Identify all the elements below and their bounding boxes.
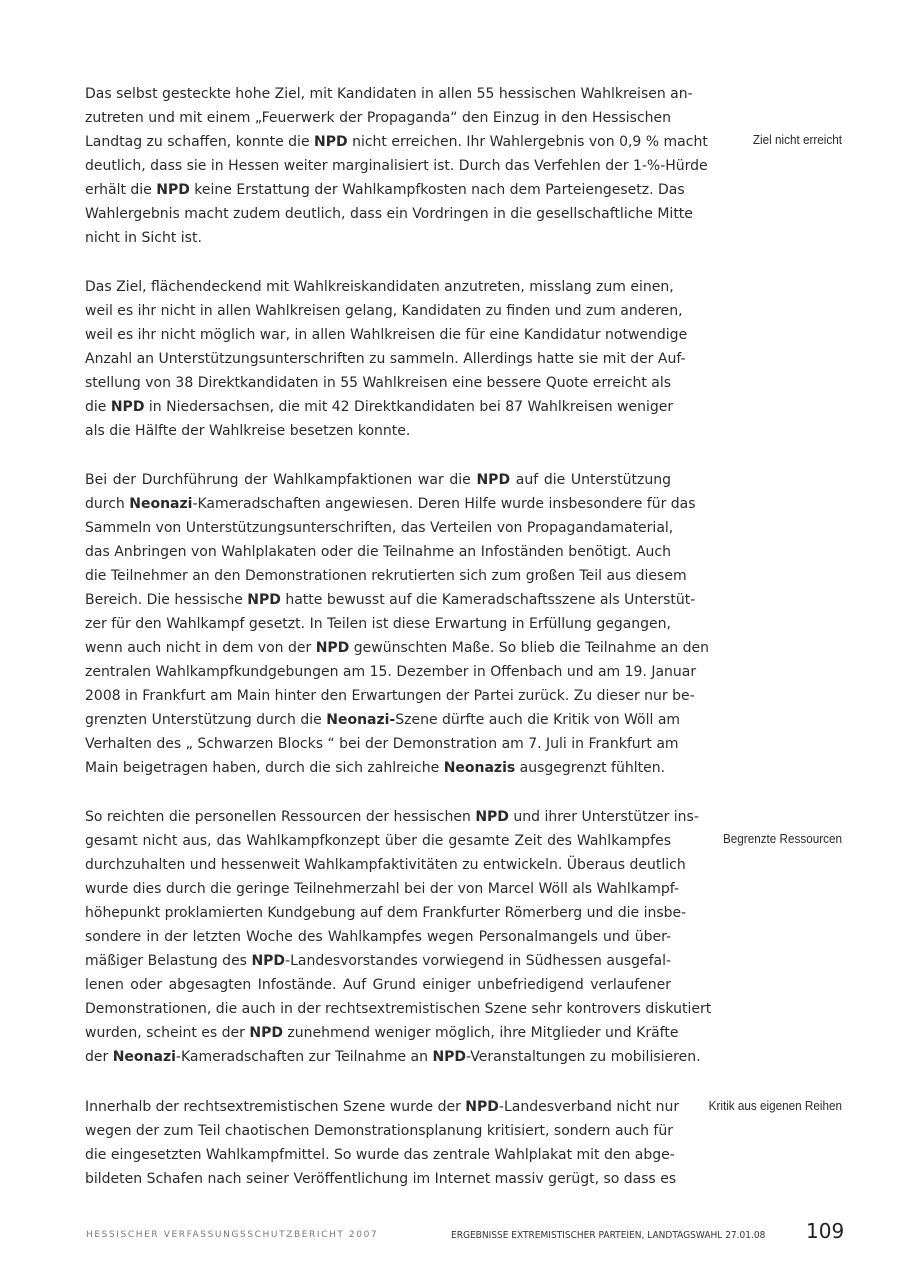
paragraph-candidates — [85, 275, 688, 443]
text-line — [85, 419, 671, 443]
text-segment: zutreten und mit einem „Feuerwerk der Propaganda“ den Einzug in den Hessischen — [85, 110, 671, 126]
text-line — [85, 1167, 677, 1191]
bold-term: NPD — [476, 472, 511, 488]
text-segment: zer für den Wahlkampf gesetzt. In Teilen ist diese Erwartung in Erfüllung gegangen, — [85, 616, 671, 632]
text-segment: nicht erreichen. Ihr Wahlergebnis von 0,9 % macht — [347, 134, 708, 150]
text-segment: wurden, scheint es der — [85, 1025, 250, 1041]
text-segment: der — [85, 1049, 113, 1065]
text-line — [85, 732, 679, 756]
text-segment: Landtag zu schaffen, konnte die — [85, 134, 315, 150]
text-segment: zunehmend weniger möglich, ihre Mitglieder und Kräfte — [282, 1025, 679, 1041]
paragraph-neonazi-support — [85, 468, 709, 780]
paragraph-election-goal — [85, 82, 708, 250]
text-line — [85, 395, 674, 419]
text-segment: sondere in der letzten Woche des Wahlkampfes wegen Personalmangels und über- — [85, 929, 671, 945]
text-line — [85, 202, 693, 226]
bold-term: NPD — [465, 1099, 499, 1115]
paragraph-resources — [85, 805, 712, 1069]
text-segment: durch — [85, 496, 130, 512]
text-line — [85, 299, 683, 323]
text-segment: wegen der zum Teil chaotischen Demonstrationsplanung kritisiert, sondern auch für — [85, 1123, 673, 1139]
text-line — [85, 1021, 679, 1045]
footer-section-title: ERGEBNISSE EXTREMISTISCHER PARTEIEN, LANDTAGSWAHL 27.01.08 — [451, 1230, 766, 1241]
text-line — [85, 756, 671, 780]
text-segment: Bei der Durchführung der Wahlkampfaktionen war die — [85, 472, 477, 488]
text-line — [85, 154, 708, 178]
text-line — [85, 106, 671, 130]
text-line — [85, 1095, 680, 1119]
text-segment: Innerhalb der rechtsextremistischen Szene wurde der — [85, 1099, 466, 1115]
bold-term: NPD — [249, 1025, 283, 1041]
text-line — [85, 997, 712, 1021]
text-segment: Main beigetragen haben, durch die sich zahlreiche — [85, 760, 444, 776]
text-segment: mäßiger Belastung des — [85, 953, 252, 969]
text-segment: stellung von 38 Direktkandidaten in 55 Wahlkreisen eine bessere Quote erreicht als — [85, 375, 672, 391]
text-segment: Sammeln von Unterstützungsunterschriften, das Verteilen von Propagandamaterial, — [85, 520, 674, 536]
text-line — [85, 323, 688, 347]
text-segment: -Kameradschaften zur Teilnahme an — [175, 1049, 433, 1065]
text-line — [85, 684, 695, 708]
text-line — [85, 636, 709, 660]
text-segment: und ihrer Unterstützer ins- — [508, 809, 699, 825]
bold-term: Neonazi — [129, 496, 193, 512]
text-segment: Verhalten des „ Schwarzen Blocks “ bei der Demonstration am 7. Juli in Frankfurt am — [85, 736, 679, 752]
bold-term: NPD — [475, 809, 509, 825]
bold-term: NPD — [251, 953, 286, 969]
text-segment: Wahlergebnis macht zudem deutlich, dass ein Vordringen in die gesellschaftliche Mitte — [85, 206, 693, 222]
text-segment: bildeten Schafen nach seiner Veröffentlichung im Internet massiv gerügt, so dass es — [85, 1171, 677, 1187]
text-segment: erhält die — [85, 182, 157, 198]
paragraph-criticism — [85, 1095, 680, 1191]
text-line — [85, 877, 680, 901]
text-segment: als die Hälfte der Wahlkreise besetzen konnte. — [85, 423, 411, 439]
text-line — [85, 973, 671, 997]
text-line — [85, 1119, 671, 1143]
text-line — [85, 660, 697, 684]
text-line — [85, 130, 708, 154]
text-segment: keine Erstattung der Wahlkampfkosten nach dem Parteiengesetz. Das — [189, 182, 685, 198]
text-line — [85, 178, 685, 202]
text-segment: -Landesverband nicht nur — [498, 1099, 680, 1115]
text-line — [85, 226, 671, 250]
text-segment: Anzahl an Unterstützungsunterschriften zu sammeln. Allerdings hatte sie mit der Auf- — [85, 351, 686, 367]
text-segment: Szene dürfte auch die Kritik von Wöll am — [395, 712, 681, 728]
bold-term: NPD — [110, 399, 145, 415]
text-line — [85, 371, 671, 395]
bold-term: NPD — [314, 134, 348, 150]
bold-term: Neonazis — [443, 760, 516, 776]
bold-term: Neonazi — [112, 1049, 176, 1065]
text-line — [85, 564, 687, 588]
text-line — [85, 708, 681, 732]
margin-note-criticism: Kritik aus eigenen Reihen — [708, 1098, 842, 1113]
text-line — [85, 347, 686, 371]
text-line — [85, 516, 674, 540]
text-line — [85, 925, 671, 949]
text-segment: Das selbst gesteckte hohe Ziel, mit Kandidaten in allen 55 hessischen Wahlkreisen an- — [85, 86, 693, 102]
text-segment: hatte bewusst auf die Kameradschaftsszene als Unterstüt- — [280, 592, 696, 608]
text-segment: -Kameradschaften angewiesen. Deren Hilfe wurde insbesondere für das — [192, 496, 696, 512]
text-line — [85, 492, 696, 516]
text-segment: die Teilnehmer an den Demonstrationen rekrutierten sich zum großen Teil aus diesem — [85, 568, 687, 584]
text-segment: lenen oder abgesagten Infostände. Auf Grund einiger unbefriedigend verlaufener — [85, 977, 671, 993]
text-segment: gesamt nicht aus, das Wahlkampfkonzept über die gesamte Zeit des Wahlkampfes — [85, 833, 671, 849]
text-segment: Demonstrationen, die auch in der rechtsextremistischen Szene sehr kontrovers diskutiert — [85, 1001, 712, 1017]
text-line — [85, 853, 686, 877]
text-segment: -Landesvorstandes vorwiegend in Südhessen ausgefal- — [285, 953, 672, 969]
margin-note-resources: Begrenzte Ressourcen — [722, 831, 842, 846]
text-segment: Das Ziel, flächendeckend mit Wahlkreiskandidaten anzutreten, misslang zum einen, — [85, 279, 674, 295]
text-segment: So reichten die personellen Ressourcen der hessischen — [85, 809, 476, 825]
text-segment: wenn auch nicht in dem von der — [85, 640, 316, 656]
text-segment: weil es ihr nicht möglich war, in allen Wahlkreisen die für eine Kandidatur notwendige — [85, 327, 688, 343]
text-segment: wurde dies durch die geringe Teilnehmerzahl bei der von Marcel Wöll als Wahlkampf- — [85, 881, 680, 897]
footer-report-title: HESSISCHER VERFASSUNGSSCHUTZBERICHT 2007 — [86, 1230, 379, 1240]
text-line — [85, 82, 693, 106]
text-segment: weil es ihr nicht in allen Wahlkreisen gelang, Kandidaten zu finden und zum anderen, — [85, 303, 683, 319]
text-line — [85, 468, 671, 492]
text-segment: -Veranstaltungen zu mobilisieren. — [466, 1049, 701, 1065]
text-segment: 2008 in Frankfurt am Main hinter den Erwartungen der Partei zurück. Zu dieser nur be- — [85, 688, 695, 704]
text-line — [85, 829, 671, 853]
text-segment: zentralen Wahlkampfkundgebungen am 15. Dezember in Offenbach und am 19. Januar — [85, 664, 697, 680]
text-segment: durchzuhalten und hessenweit Wahlkampfaktivitäten zu entwickeln. Überaus deutlich — [85, 857, 686, 873]
margin-note-goal: Ziel nicht erreicht — [752, 132, 842, 147]
text-segment: ausgegrenzt fühlten. — [515, 760, 666, 776]
text-line — [85, 1143, 675, 1167]
text-segment: das Anbringen von Wahlplakaten oder die Teilnahme an Infoständen benötigt. Auch — [85, 544, 671, 560]
text-line — [85, 540, 671, 564]
text-line — [85, 588, 696, 612]
text-segment: nicht in Sicht ist. — [85, 230, 202, 246]
bold-term: NPD — [156, 182, 190, 198]
text-segment: höhepunkt proklamierten Kundgebung auf dem Frankfurter Römerberg und die insbe- — [85, 905, 687, 921]
bold-term: NPD — [432, 1049, 467, 1065]
text-segment: deutlich, dass sie in Hessen weiter marginalisiert ist. Durch das Verfehlen der 1-%-Hürde — [85, 158, 708, 174]
text-segment: in Niedersachsen, die mit 42 Direktkandidaten bei 87 Wahlkreisen weniger — [144, 399, 674, 415]
text-line — [85, 1045, 701, 1069]
page-number: 109 — [806, 1219, 845, 1243]
text-line — [85, 901, 687, 925]
text-segment: grenzten Unterstützung durch die — [85, 712, 327, 728]
text-segment: Bereich. Die hessische — [85, 592, 248, 608]
text-segment: die — [85, 399, 111, 415]
text-segment: auf die Unterstützung — [510, 472, 671, 488]
text-segment: gewünschten Maße. So blieb die Teilnahme an den — [349, 640, 709, 656]
text-line — [85, 612, 671, 636]
bold-term: NPD — [315, 640, 350, 656]
text-line — [85, 949, 671, 973]
text-line — [85, 275, 674, 299]
bold-term: NPD — [247, 592, 281, 608]
text-line — [85, 805, 699, 829]
text-segment: die eingesetzten Wahlkampfmittel. So wurde das zentrale Wahlplakat mit den abge- — [85, 1147, 675, 1163]
bold-term: Neonazi- — [326, 712, 396, 728]
